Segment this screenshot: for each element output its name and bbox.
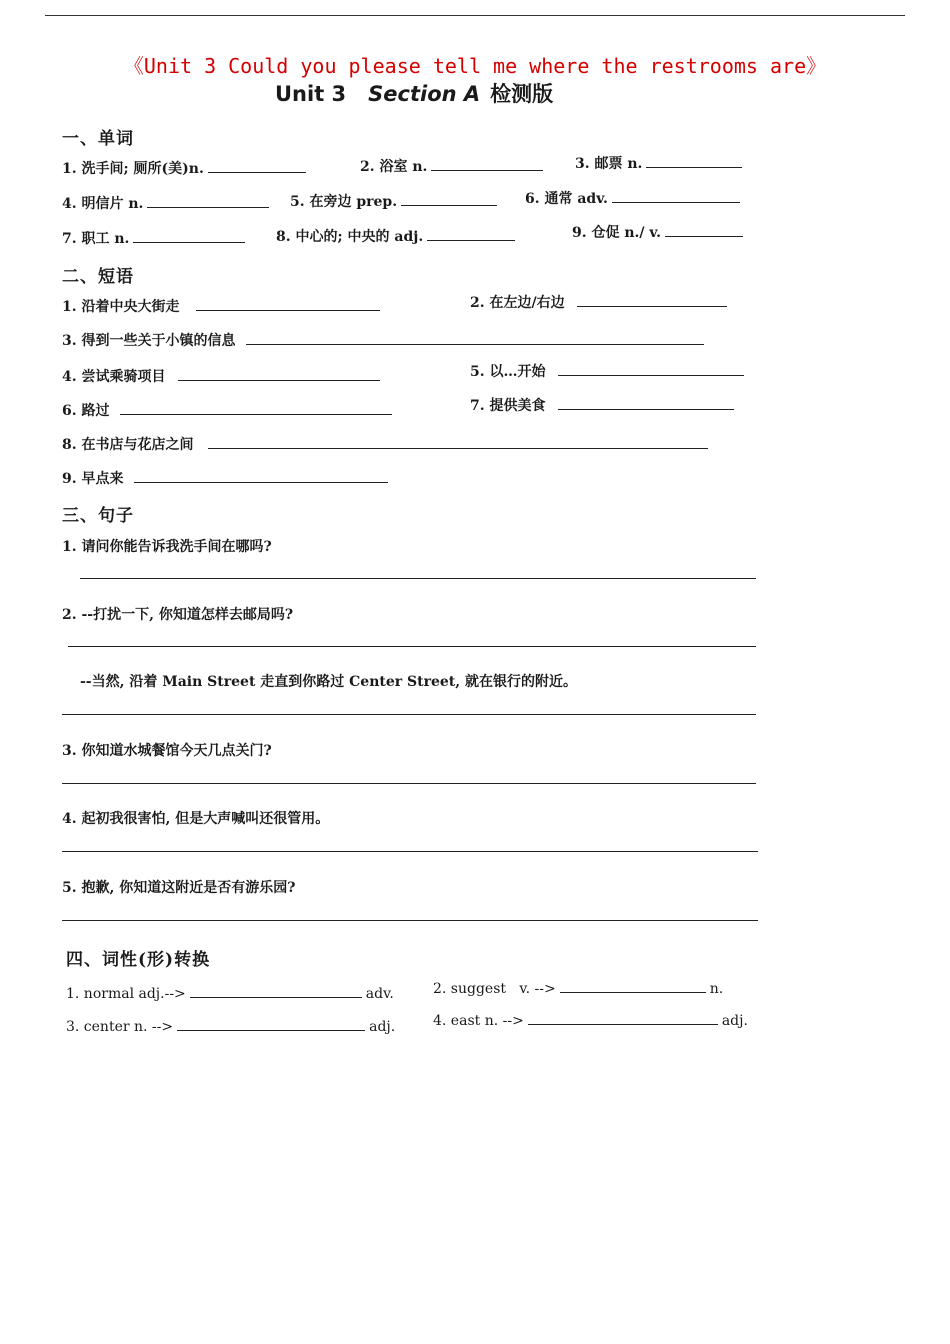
phrase-item: 8. 在书店与花店之间	[62, 434, 708, 454]
vocab-item: 3. 邮票 n.	[575, 153, 742, 173]
phrase-item: 5. 以…开始	[470, 361, 744, 381]
answer-line[interactable]	[62, 783, 756, 784]
answer-line[interactable]	[68, 646, 756, 647]
top-rule	[45, 15, 905, 16]
phrase-item: 7. 提供美食	[470, 395, 734, 415]
answer-blank[interactable]	[431, 156, 543, 171]
answer-blank[interactable]	[401, 191, 497, 206]
answer-blank[interactable]	[196, 296, 380, 311]
section-subtitle	[275, 78, 553, 108]
vocab-item: 6. 通常 adv.	[525, 188, 740, 208]
vocab-item: 5. 在旁边 prep.	[290, 191, 497, 211]
answer-line[interactable]	[62, 920, 758, 921]
answer-line[interactable]	[62, 851, 758, 852]
vocab-item: 4. 明信片 n.	[62, 193, 269, 213]
sentence-prompt: 4. 起初我很害怕, 但是大声喊叫还很管用。	[62, 811, 330, 827]
word-form-item: 2. suggest v. --> n.	[433, 978, 723, 997]
answer-blank[interactable]	[134, 468, 388, 483]
phrase-item: 6. 路过	[62, 400, 392, 420]
sentences-heading: 三、句子	[62, 506, 134, 526]
word-form-item: 1. normal adj.--> adv.	[66, 983, 394, 1002]
phrase-item: 2. 在左边/右边	[470, 292, 727, 312]
document-title: 《Unit 3 Could you please tell me where the restrooms are》	[123, 54, 827, 78]
word-forms-heading: 四、词性(形)转换	[66, 950, 211, 970]
subtitle-section: Section A	[368, 82, 481, 106]
answer-blank[interactable]	[528, 1010, 718, 1025]
answer-blank[interactable]	[246, 330, 704, 345]
vocab-item: 8. 中心的; 中央的 adj.	[276, 226, 515, 246]
answer-blank[interactable]	[147, 193, 269, 208]
subtitle-unit: Unit 3	[275, 82, 347, 106]
answer-blank[interactable]	[190, 983, 362, 998]
sentence-prompt: 3. 你知道水城餐馆今天几点关门?	[62, 743, 272, 759]
phrase-item: 4. 尝试乘骑项目	[62, 366, 380, 386]
answer-blank[interactable]	[133, 228, 245, 243]
answer-line[interactable]	[62, 714, 756, 715]
phrase-item: 1. 沿着中央大街走	[62, 296, 380, 316]
vocab-item: 7. 职工 n.	[62, 228, 245, 248]
answer-blank[interactable]	[178, 366, 380, 381]
answer-blank[interactable]	[665, 222, 743, 237]
answer-blank[interactable]	[427, 226, 515, 241]
word-form-item: 4. east n. --> adj.	[433, 1010, 748, 1029]
answer-blank[interactable]	[558, 361, 744, 376]
sentence-prompt: 5. 抱歉, 你知道这附近是否有游乐园?	[62, 880, 296, 896]
sentence-prompt: 2. --打扰一下, 你知道怎样去邮局吗?	[62, 607, 294, 623]
answer-blank[interactable]	[558, 395, 734, 410]
phrase-item: 9. 早点来	[62, 468, 388, 488]
sentence-prompt: 1. 请问你能告诉我洗手间在哪吗?	[62, 539, 272, 555]
vocab-heading: 一、单词	[62, 129, 134, 149]
vocab-item: 1. 洗手间; 厕所(美)n.	[62, 158, 306, 178]
answer-line[interactable]	[80, 578, 756, 579]
answer-blank[interactable]	[208, 158, 306, 173]
vocab-item: 9. 仓促 n./ v.	[572, 222, 743, 242]
phrase-item: 3. 得到一些关于小镇的信息	[62, 330, 704, 350]
answer-blank[interactable]	[577, 292, 727, 307]
answer-blank[interactable]	[177, 1016, 365, 1031]
sentence-prompt: --当然, 沿着 Main Street 走直到你路过 Center Street, 就在银行的附近。	[80, 674, 577, 690]
phrases-heading: 二、短语	[62, 267, 134, 287]
answer-blank[interactable]	[120, 400, 392, 415]
answer-blank[interactable]	[560, 978, 706, 993]
subtitle-tag: 检测版	[490, 82, 554, 106]
answer-blank[interactable]	[208, 434, 708, 449]
vocab-item: 2. 浴室 n.	[360, 156, 543, 176]
answer-blank[interactable]	[646, 153, 742, 168]
word-form-item: 3. center n. --> adj.	[66, 1016, 395, 1035]
answer-blank[interactable]	[612, 188, 740, 203]
